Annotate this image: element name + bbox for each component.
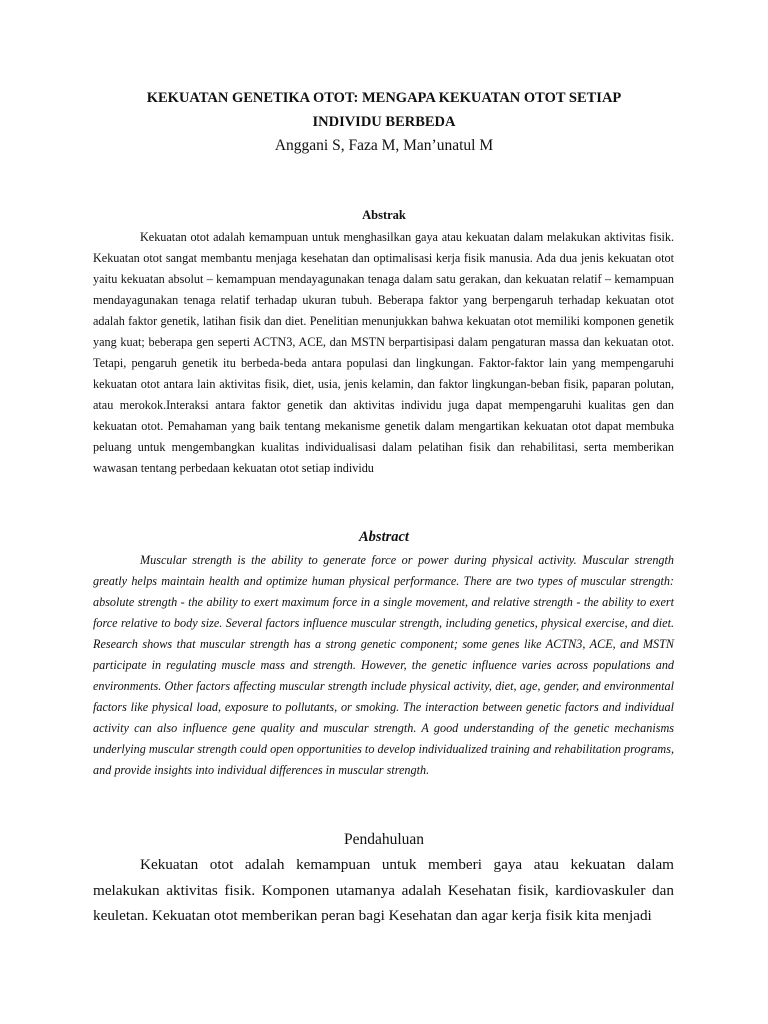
author-list: Anggani S, Faza M, Man’unatul M: [274, 137, 494, 154]
paper-title: [0, 86, 768, 134]
title-line-1: KEKUATAN GENETIKA OTOT: MENGAPA KEKUATAN OTOT SETIAP: [146, 90, 622, 106]
title-line-2: INDIVIDU BERBEDA: [312, 114, 456, 130]
abstract-heading: Abstract: [359, 529, 409, 545]
abstrak-heading: Abstrak: [362, 208, 406, 222]
abstrak-paragraph: Kekuatan otot adalah kemampuan untuk menghasilkan gaya atau kekuatan dalam melakukan aktivitas fisik. Kekuatan otot sangat membantu menjaga kesehatan dan optimalisasi kerja fisik manusia. Ada dua jenis kekuatan otot yaitu kekuatan absolut – kemampuan mendayagunakan tenaga dalam satu gerakan, dan kekuatan relatif – kemampuan mendayagunakan tenaga relatif terhadap ukuran tubuh. Beberapa faktor yang berpengaruh terhadap kekuatan otot adalah faktor genetik, latihan fisik dan diet. Penelitian menunjukkan bahwa kekuatan otot memiliki komponen genetik yang kuat; beberapa gen seperti ACTN3, ACE, dan MSTN berpartisipasi dalam pengaturan massa dan kekuatan otot. Tetapi, pengaruh genetik itu berbeda-beda antara populasi dan lingkungan. Faktor-faktor lain yang mempengaruhi kekuatan otot antara lain aktivitas fisik, diet, usia, jenis kelamin, dan faktor lingkungan-beban fisik, paparan polutan, atau merokok.Interaksi antara faktor genetik dan aktivitas individu juga dapat mempengaruhi kualitas gen dan kekuatan otot. Pemahaman yang baik tentang mekanisme genetik dalam mengartikan kekuatan otot dapat membuka peluang untuk mengembangkan kualitas individualisasi dalam pelatihan fisik dan rehabilitasi, serta memberikan wawasan tentang perbedaan kekuatan otot setiap individu: [93, 230, 674, 475]
pendahuluan-heading: Pendahuluan: [343, 831, 425, 848]
abstract-paragraph: Muscular strength is the ability to generate force or power during physical activity. Muscular strength greatly helps maintain health and optimize human physical performance. There are two types of muscular strength: absolute strength - the ability to exert maximum force in a single movement, and relative strength - the ability to exert force relative to body size. Several factors influence muscular strength, including genetics, physical exercise, and diet. Research shows that muscular strength has a strong genetic component; some genes like ACTN3, ACE, and MSTN participate in regulating muscle mass and strength. However, the genetic influence varies across populations and environments. Other factors affecting muscular strength include physical activity, diet, age, gender, and environmental factors like physical load, exposure to pollutants, or smoking. The interaction between genetic factors and individual activity can also influence gene quality and muscular strength. A good understanding of the genetic mechanisms underlying muscular strength could open opportunities to develop individualized training and rehabilitation programs, and provide insights into individual differences in muscular strength.: [93, 553, 674, 777]
pendahuluan-paragraph: Kekuatan otot adalah kemampuan untuk memberi gaya atau kekuatan dalam melakukan aktivitas fisik. Komponen utamanya adalah Kesehatan fisik, kardiovaskuler dan keuletan. Kekuatan otot memberikan peran bagi Kesehatan dan agar kerja fisik kita menjadi: [93, 856, 674, 924]
